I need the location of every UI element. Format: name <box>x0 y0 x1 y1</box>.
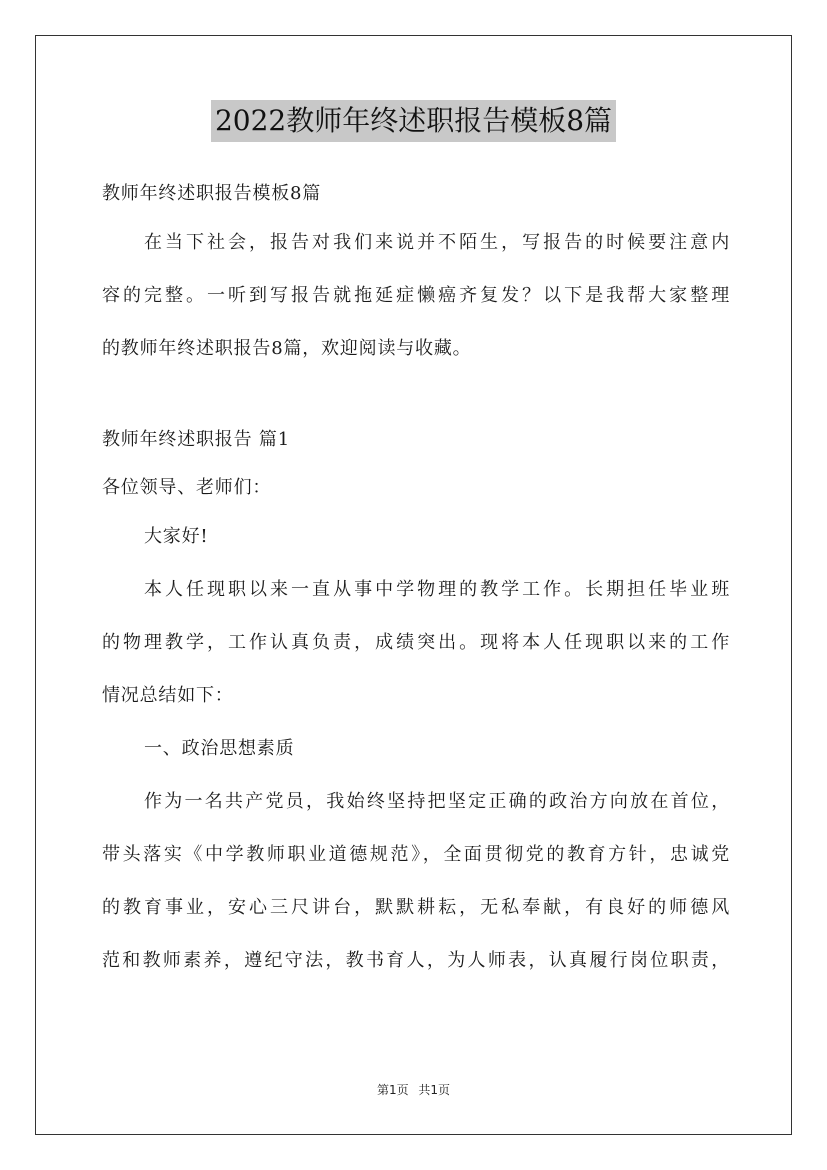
intro-line: 在当下社会，报告对我们来说并不陌生，写报告的时候要注意内 <box>144 232 730 253</box>
intro-line: 的教师年终述职报告8篇，欢迎阅读与收藏。 <box>102 338 472 359</box>
paragraph-line: 本人任现职以来一直从事中学物理的教学工作。长期担任毕业班 <box>144 579 730 600</box>
section-heading: 教师年终述职报告 篇1 <box>102 429 290 450</box>
page-footer <box>0 1081 827 1098</box>
greeting: 大家好! <box>144 526 209 547</box>
title-container <box>0 100 827 142</box>
paragraph-line: 的教育事业，安心三尺讲台，默默耕耘，无私奉献，有良好的师德风 <box>102 897 730 918</box>
page-total: 共1页 <box>418 1083 451 1097</box>
page-number: 第1页 <box>376 1083 409 1097</box>
paragraph-line: 范和教师素养，遵纪守法，教书育人，为人师表，认真履行岗位职责， <box>102 950 730 971</box>
document-title: 2022教师年终述职报告模板8篇 <box>211 100 616 142</box>
paragraph-line: 带头落实《中学教师职业道德规范》，全面贯彻党的教育方针，忠诚党 <box>102 844 730 865</box>
intro-line: 容的完整。一听到写报告就拖延症懒癌齐复发？以下是我帮大家整理 <box>102 285 730 306</box>
paragraph-line: 作为一名共产党员，我始终坚持把坚定正确的政治方向放在首位， <box>144 791 730 812</box>
document-body <box>102 172 730 987</box>
paragraph-line: 的物理教学，工作认真负责，成绩突出。现将本人任现职以来的工作 <box>102 632 730 653</box>
salutation: 各位领导、老师们： <box>102 477 272 498</box>
paragraph-line: 情况总结如下： <box>102 685 234 706</box>
document-subtitle: 教师年终述职报告模板8篇 <box>102 183 322 204</box>
subsection-heading: 一、政治思想素质 <box>144 738 295 759</box>
paragraph-gap <box>102 375 730 413</box>
